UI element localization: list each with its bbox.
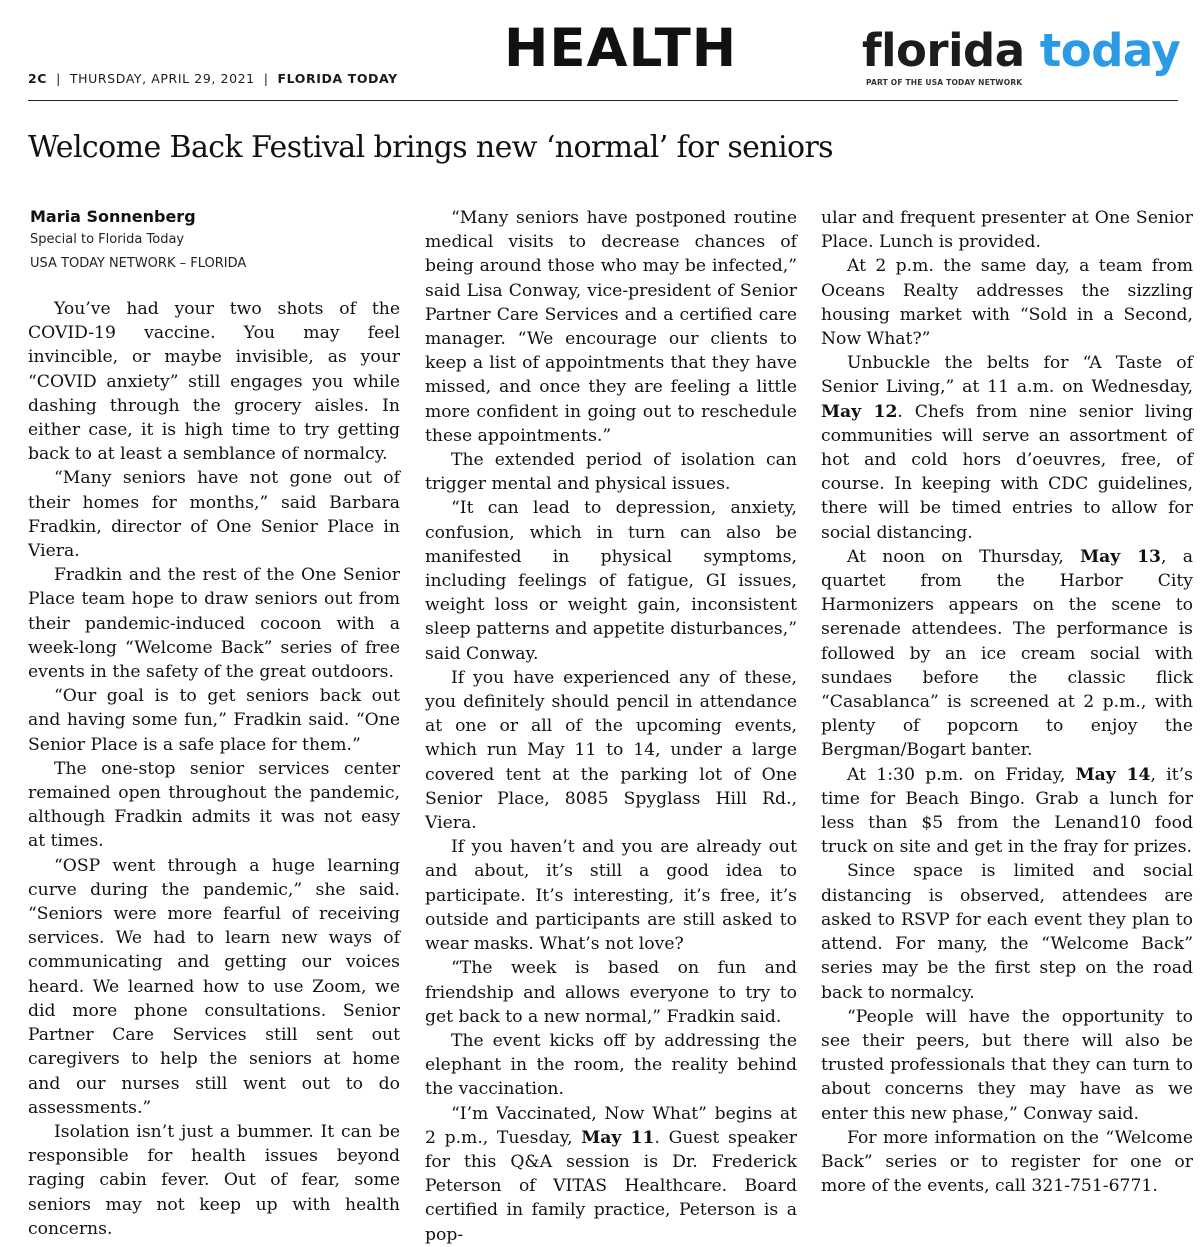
paragraph: For more information on the “Welcome Back” series or to register for one or more of the events, call 321-751-6771. bbox=[821, 1127, 1193, 1197]
paragraph: At 2 p.m. the same day, a team from Oceans Realty addresses the sizzling housing market with “Sold in a Second, Now What?” bbox=[821, 256, 1193, 350]
paragraph: “It can lead to depression, anxiety, confusion, which in turn can also be manifested in physical symptoms, including feelings of fatigue, GI issues, weight loss or weight gain, inconsistent sleep patterns and appetite disturbances,” said Conway. bbox=[425, 498, 797, 664]
section-title: HEALTH bbox=[504, 18, 738, 79]
logo-word-florida: florida bbox=[862, 24, 1025, 77]
event-date-may-14: May 14 bbox=[1075, 764, 1151, 785]
florida-today-logo bbox=[862, 24, 1181, 77]
paragraph-text: , it’s time for Beach Bingo. Grab a lunch for less than $5 from the Lenand10 food truck on site and get in the fray for prizes. bbox=[821, 764, 1193, 858]
byline bbox=[30, 206, 410, 276]
paragraph: “The week is based on fun and friendship and allows everyone to try to get back to a new normal,” Fradkin said. bbox=[425, 958, 797, 1027]
logo-tagline: PART OF THE USA TODAY NETWORK bbox=[866, 78, 1023, 87]
article-headline: Welcome Back Festival brings new ‘normal’ for seniors bbox=[28, 130, 833, 165]
paragraph: If you have experienced any of these, you definitely should pencil in attendance at one or all of the upcoming events, which run May 11 to 14, under a large covered tent at the parking lot of One Senior Place, 8085 Spyglass Hill Rd., Viera. bbox=[425, 667, 797, 834]
author-affiliation: Special to Florida Today bbox=[30, 232, 185, 247]
folio-separator: | bbox=[56, 71, 61, 86]
paragraph: The extended period of isolation can trigger mental and physical issues. bbox=[425, 450, 797, 495]
paragraph bbox=[821, 763, 1193, 860]
author-network: USA TODAY NETWORK – FLORIDA bbox=[30, 256, 247, 271]
paragraph bbox=[425, 1102, 797, 1247]
paragraph: Fradkin and the rest of the One Senior Place team hope to draw seniors out from their pandemic-induced cocoon with a week-long “Welcome Back” series of free events in the safety of the great outdoors. bbox=[28, 565, 400, 683]
paper-name: FLORIDA TODAY bbox=[277, 71, 398, 86]
paragraph: “Many seniors have postponed routine medical visits to decrease chances of being around those who may be infected,” said Lisa Conway, vice-president of Senior Partner Care Services and a certified care manager. “We encourage our clients to keep a list of appointments that they have missed, and once they are feeling a little more confident in going out to reschedule these appointments.” bbox=[425, 208, 797, 446]
paragraph: Since space is limited and social distancing is observed, attendees are asked to RSVP for each event they plan to attend. For many, the “Welcome Back” series may be the first step on the road back to normalcy. bbox=[821, 861, 1193, 1003]
header-divider bbox=[28, 100, 1178, 101]
paragraph: “Our goal is to get seniors back out and having some fun,” Fradkin said. “One Senior Place is a safe place for them.” bbox=[28, 686, 400, 755]
folio-separator: | bbox=[263, 71, 269, 86]
paragraph: The one-stop senior services center remained open throughout the pandemic, although Fradkin admits it was not easy at times. bbox=[28, 758, 400, 852]
paragraph: If you haven’t and you are already out and about, it’s still a good idea to participate. It’s interesting, it’s free, it’s outside and participants are still asked to wear masks. What’s not love? bbox=[425, 837, 797, 955]
paragraph-text: . Guest speaker for this Q&A session is Dr. Frederick Peterson of VITAS Healthcare. Board certified in family practice, Peterson is a pop- bbox=[425, 1127, 797, 1245]
issue-date: THURSDAY, APRIL 29, 2021 bbox=[69, 71, 255, 86]
paragraph: “OSP went through a huge learning curve during the pandemic,” she said. “Seniors were more fearful of receiving services. We had to learn new ways of communicating and getting our voices heard. We learned how to use Zoom, we did more phone consultations. Senior Partner Care Services still sent out caregivers to help the seniors at home and our nurses still went out to do assessments.” bbox=[28, 855, 400, 1118]
paragraph-text: . Chefs from nine senior living communities will serve an assortment of hot and cold hors d’oeuvres, free, of course. In keeping with CDC guidelines, there will be timed entries to allow for social distancing. bbox=[821, 401, 1193, 543]
paragraph-text: , a quartet from the Harbor City Harmonizers appears on the scene to serenade attendees. The performance is followed by an ice cream social with sundaes before the classic flick “Casablanca” is screened at 2 p.m., with plenty of popcorn to enjoy the Bergman/Bogart banter. bbox=[821, 546, 1193, 761]
paragraph-continuation: ular and frequent presenter at One Senior Place. Lunch is provided. bbox=[821, 208, 1193, 253]
paragraph bbox=[821, 545, 1193, 763]
paragraph bbox=[821, 351, 1193, 545]
folio-line bbox=[28, 71, 398, 86]
event-date-may-11: May 11 bbox=[581, 1127, 655, 1148]
paragraph: Isolation isn’t just a bummer. It can be responsible for health issues beyond raging cabin fever. Out of fear, some seniors may not keep up with health concerns. bbox=[28, 1121, 400, 1239]
article-column-2 bbox=[425, 206, 797, 1247]
paragraph: You’ve had your two shots of the COVID-19 vaccine. You may feel invincible, or maybe invisible, as your “COVID anxiety” still engages you while dashing through the grocery aisles. In either case, it is high time to try getting back to at least a semblance of normalcy. bbox=[28, 299, 400, 465]
paragraph-text: “I’m Vaccinated, Now What” begins at 2 p.m., Tuesday, bbox=[425, 1103, 797, 1148]
page-number: 2C bbox=[28, 71, 48, 86]
paragraph-text: Unbuckle the belts for “A Taste of Senior Living,” at 11 a.m. on Wednesday, bbox=[821, 353, 1193, 398]
paragraph-text: At noon on Thursday, bbox=[847, 546, 1081, 567]
paragraph: “People will have the opportunity to see their peers, but there will also be trusted professionals that they can turn to about concerns they may have as we enter this new phase,” Conway said. bbox=[821, 1006, 1193, 1124]
author-name: Maria Sonnenberg bbox=[30, 207, 196, 226]
paragraph-text: At 1:30 p.m. on Friday, bbox=[847, 764, 1076, 785]
event-date-may-13: May 13 bbox=[1080, 546, 1161, 567]
paragraph: The event kicks off by addressing the elephant in the room, the reality behind the vaccination. bbox=[425, 1030, 797, 1100]
article-column-3 bbox=[821, 206, 1193, 1198]
paragraph: “Many seniors have not gone out of their homes for months,” said Barbara Fradkin, director of One Senior Place in Viera. bbox=[28, 468, 400, 562]
event-date-may-12: May 12 bbox=[821, 401, 898, 422]
article-column-1 bbox=[28, 297, 400, 1241]
logo-word-today: today bbox=[1039, 24, 1181, 77]
